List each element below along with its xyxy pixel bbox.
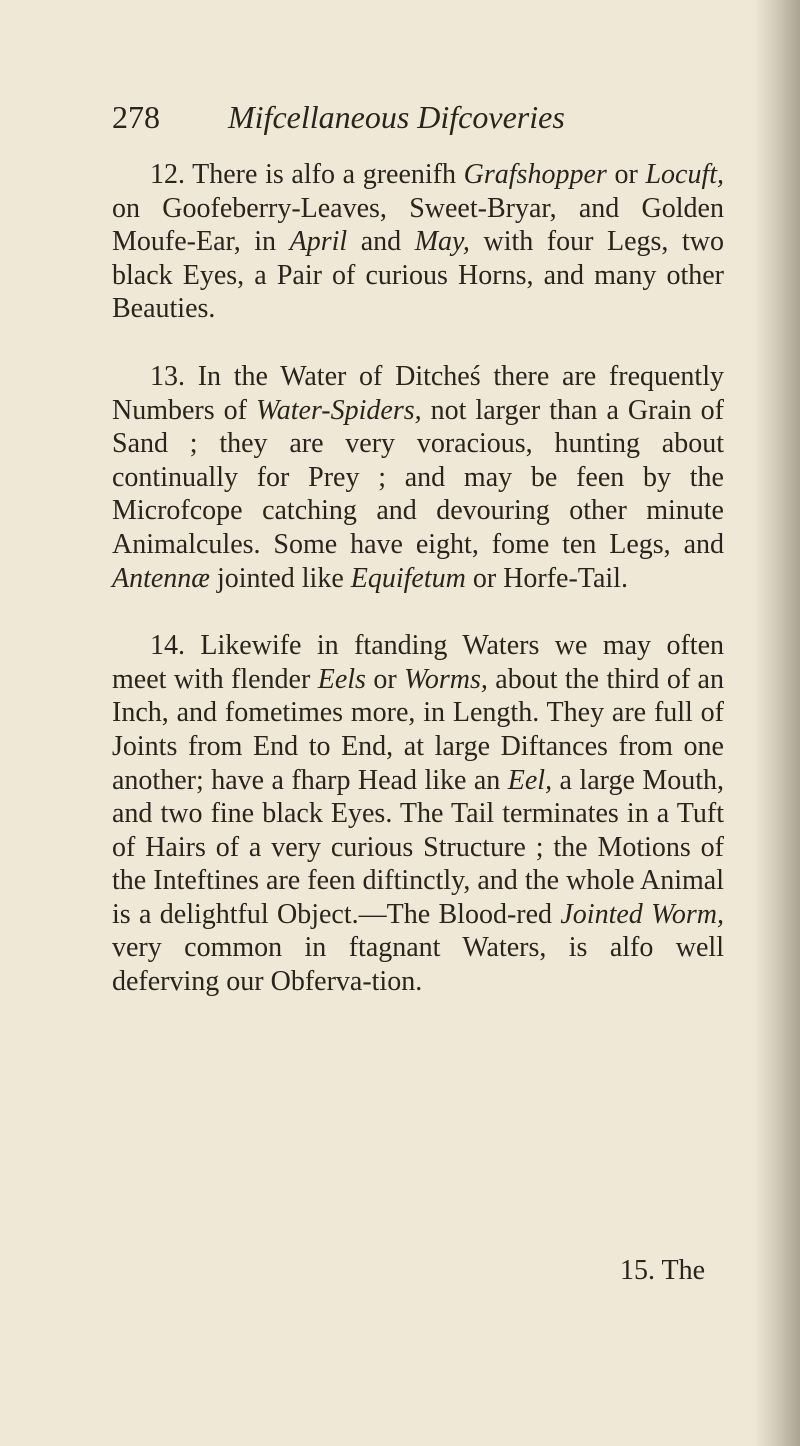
text-run: a large Mouth, and two fine black Eyes. The Tail terminates in a Tuft of Hairs of a very curious Structure ; the Motions of the Inteftines are feen diftinctly, and the whole Animal is a delightful Object.—The Blood-red: [112, 764, 724, 930]
italic-text: Jointed Worm,: [560, 898, 724, 930]
text-run: on Goofeberry-Leaves, Sweet-Bryar, and Golden Moufe-Ear, in: [112, 192, 724, 258]
italic-text: Water-Spiders,: [256, 394, 422, 426]
text-run: about the third of an Inch, and fometimes more, in Length. They are full of Joints from End to End, at large Diftances from one another; have a fharp Head like an: [112, 663, 724, 796]
italic-text: Grafshopper: [463, 159, 607, 190]
text-run: with four Legs, two black Eyes, a Pair of curious Horns, and many other Beauties.: [112, 226, 724, 325]
text-run: and: [347, 226, 415, 258]
paragraph-12: [112, 158, 724, 326]
text-run: 13. In the Water of Ditcheś there are frequently Numbers of: [112, 360, 724, 426]
body-text: [112, 158, 724, 999]
text-run: not larger than a Grain of Sand ; they are very voracious, hunting about continually for Prey ; and may be feen by the Microfcope catching and devouring other minute Animalcules. Some have eight, fome ten Legs, and: [112, 394, 724, 560]
text-run: jointed like: [210, 562, 351, 594]
catchword: 15. The: [620, 1255, 706, 1286]
running-title: Mifcellaneous Difcoveries: [228, 99, 565, 135]
italic-text: April: [289, 226, 348, 258]
text-run: very common in ftagnant Waters, is alfo well deferving our Obferva-tion.: [112, 932, 724, 998]
italic-text: May,: [414, 226, 470, 258]
italic-text: Worms,: [404, 663, 488, 695]
paragraph-13: [112, 360, 724, 595]
page-edge-shadow: [754, 0, 800, 1446]
italic-text: Locuft,: [645, 159, 724, 190]
paragraph-14: [112, 629, 724, 999]
text-run: 14. Likewife in ftanding Waters we may often meet with flender: [112, 630, 724, 695]
page-header: [112, 92, 762, 142]
page-number: 278: [112, 99, 160, 135]
text-run: or: [606, 159, 646, 190]
text-run: 12. There is alfo a greenifh: [150, 159, 464, 190]
italic-text: Eel,: [507, 764, 553, 796]
italic-text: Antennæ: [112, 562, 210, 594]
text-run: or Horfe-Tail.: [465, 562, 628, 594]
italic-text: Equifetum: [350, 562, 466, 594]
text-run: or: [365, 663, 405, 695]
italic-text: Eels: [317, 663, 366, 695]
